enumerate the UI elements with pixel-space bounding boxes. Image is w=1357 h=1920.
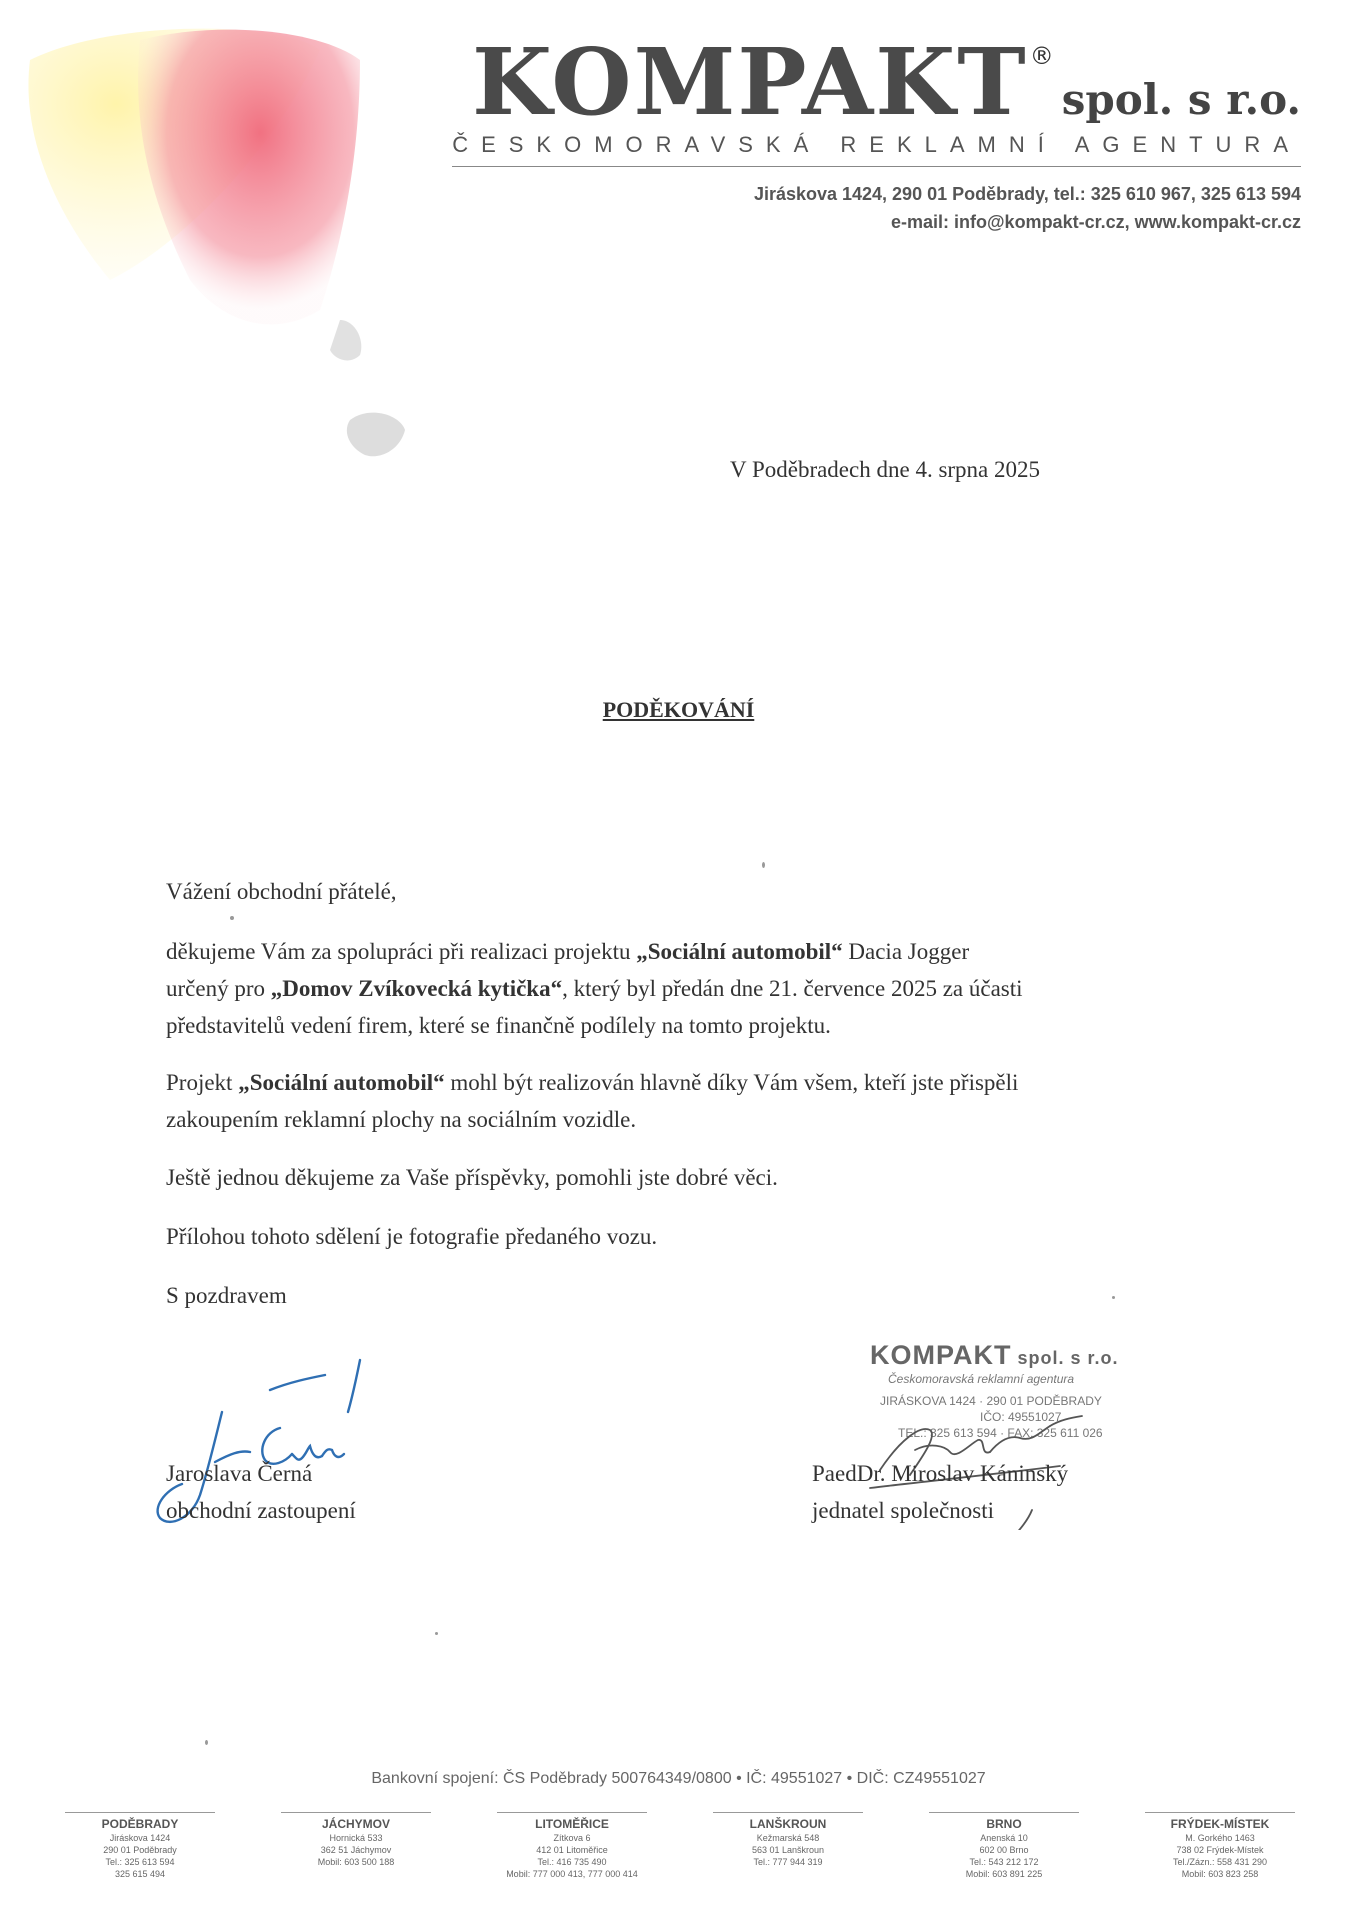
office-divider: [497, 1812, 647, 1813]
office-frydek-mistek: [1120, 1812, 1320, 1880]
office-line: 563 01 Lanškroun: [751, 1845, 825, 1855]
office-divider: [929, 1812, 1079, 1813]
office-line: Hornická 533: [329, 1833, 383, 1843]
stamp-company-name: [870, 1340, 1170, 1371]
header-divider: [452, 166, 1301, 167]
office-line: 290 01 Poděbrady: [103, 1845, 177, 1855]
logo-main-text: KOMPAKT: [471, 28, 1028, 136]
text-span: Dacia Jogger: [842, 939, 970, 964]
office-divider: [1145, 1812, 1295, 1813]
branch-offices: [40, 1812, 1320, 1880]
office-line: 412 01 Litoměřice: [536, 1845, 608, 1855]
company-tagline: ČESKOMORAVSKÁ REKLAMNÍ AGENTURA: [452, 132, 1301, 157]
project-name: „Sociální automobil“: [238, 1070, 445, 1095]
stamp-phone: TEL.: 325 613 594 · FAX: 325 611 026: [898, 1426, 1103, 1440]
office-litomerice: [472, 1812, 672, 1880]
office-divider: [65, 1812, 215, 1813]
office-name: LITOMĚŘICE: [535, 1817, 609, 1831]
stamp-name-text: KOMPAKT: [870, 1340, 1012, 1370]
office-name: JÁCHYMOV: [321, 1817, 390, 1831]
closing: S pozdravem: [166, 1283, 287, 1308]
signatory-right-role: jednatel společnosti: [812, 1498, 995, 1523]
office-podebrady: [40, 1812, 240, 1880]
office-lanskroun: [688, 1812, 888, 1880]
letter-title: PODĚKOVÁNÍ: [602, 697, 755, 722]
text-span: Projekt: [166, 1070, 239, 1095]
office-brno: [904, 1812, 1104, 1880]
project-name: „Sociální automobil“: [636, 939, 843, 964]
scan-speck: [230, 916, 234, 920]
bank-details: Bankovní spojení: ČS Poděbrady 500764349/0800 • IČ: 49551027 • DIČ: CZ49551027: [371, 1770, 986, 1787]
text-span: určený pro: [166, 976, 271, 1001]
logo-suffix-text: spol. s r.o.: [1061, 75, 1301, 124]
stamp-tagline: Českomoravská reklamní agentura: [888, 1372, 1075, 1386]
scan-speck: [205, 1740, 208, 1745]
office-line: Anenská 10: [980, 1833, 1028, 1843]
signatory-right-name: PaedDr. Miroslav Káninský: [812, 1461, 1069, 1486]
signatory-left-role: obchodní zastoupení: [166, 1498, 356, 1523]
paragraph-2-line-2: zakoupením reklamní plochy na sociálním vozidle.: [166, 1107, 637, 1132]
signatory-left: [166, 1455, 356, 1529]
office-jachymov: [256, 1812, 456, 1880]
office-line: Jiráskova 1424: [109, 1833, 171, 1843]
office-line: 738 02 Frýdek-Místek: [1176, 1845, 1264, 1855]
email-line: e-mail: info@kompakt-cr.cz, www.kompakt-cr.cz: [891, 212, 1301, 232]
paragraph-4: Přílohou tohoto sdělení je fotografie předaného vozu.: [166, 1224, 658, 1249]
company-logo: [472, 28, 1301, 136]
paragraph-1: [166, 933, 1196, 1044]
office-line: 602 00 Brno: [979, 1845, 1029, 1855]
salutation: Vážení obchodní přátelé,: [166, 879, 397, 904]
office-line: Kežmarská 548: [756, 1833, 820, 1843]
office-line: Tel.: 416 735 490: [537, 1857, 607, 1867]
paragraph-1-line-1: [166, 933, 1196, 970]
office-line: Mobil: 777 000 413, 777 000 414: [506, 1869, 638, 1879]
signatory-right: [812, 1455, 1068, 1529]
office-line: Tel./Zázn.: 558 431 290: [1172, 1857, 1268, 1867]
office-line: M. Gorkého 1463: [1185, 1833, 1255, 1843]
office-line: Mobil: 603 500 188: [317, 1857, 395, 1867]
office-divider: [713, 1812, 863, 1813]
office-name: FRÝDEK-MÍSTEK: [1170, 1817, 1270, 1831]
letter-date: V Poděbradech dne 4. srpna 2025: [730, 457, 1041, 482]
paragraph-1-line-2: [166, 970, 1196, 1007]
stamp-ids: IČO: 49551027: [980, 1410, 1062, 1424]
letterhead: [0, 0, 1357, 260]
text-span: děkujeme Vám za spolupráci při realizaci projektu: [166, 939, 637, 964]
recipient-name: „Domov Zvíkovecká kytička“: [270, 976, 563, 1001]
stamp-suffix: spol. s r.o.: [1017, 1348, 1119, 1368]
office-name: LANŠKROUN: [749, 1817, 827, 1831]
office-line: Mobil: 603 823 258: [1181, 1869, 1259, 1879]
office-line: Tel.: 325 613 594: [105, 1857, 175, 1867]
paragraph-1-line-3: představitelů vedení firem, které se finančně podílely na tomto projektu.: [166, 1013, 831, 1038]
office-line: Tel.: 777 944 319: [753, 1857, 823, 1867]
office-line: Tel.: 543 212 172: [969, 1857, 1039, 1867]
scan-speck: [762, 862, 765, 868]
registered-mark: ®: [1029, 42, 1054, 70]
company-contact: [754, 180, 1301, 236]
paragraph-2-line-1: [166, 1064, 1196, 1101]
paragraph-3: Ještě jednou děkujeme za Vaše příspěvky, pomohli jste dobré věci.: [166, 1165, 778, 1190]
scan-speck: [1112, 1296, 1115, 1299]
paragraph-2: [166, 1064, 1196, 1138]
office-line: Zítkova 6: [553, 1833, 591, 1843]
address-line: Jiráskova 1424, 290 01 Poděbrady, tel.: 325 610 967, 325 613 594: [753, 184, 1301, 204]
office-line: 362 51 Jáchymov: [320, 1845, 392, 1855]
office-divider: [281, 1812, 431, 1813]
office-name: BRNO: [986, 1817, 1022, 1831]
office-name: PODĚBRADY: [101, 1817, 179, 1831]
signatory-left-name: Jaroslava Černá: [166, 1461, 313, 1486]
text-span: , který byl předán dne 21. července 2025 za účasti: [562, 976, 1023, 1001]
office-line: 325 615 494: [114, 1869, 166, 1879]
scan-speck: [435, 1632, 438, 1635]
office-line: Mobil: 603 891 225: [965, 1869, 1043, 1879]
stamp-address: JIRÁSKOVA 1424 · 290 01 PODĚBRADY: [880, 1394, 1102, 1408]
text-span: mohl být realizován hlavně díky Vám všem, kteří jste přispěli: [444, 1070, 1019, 1095]
